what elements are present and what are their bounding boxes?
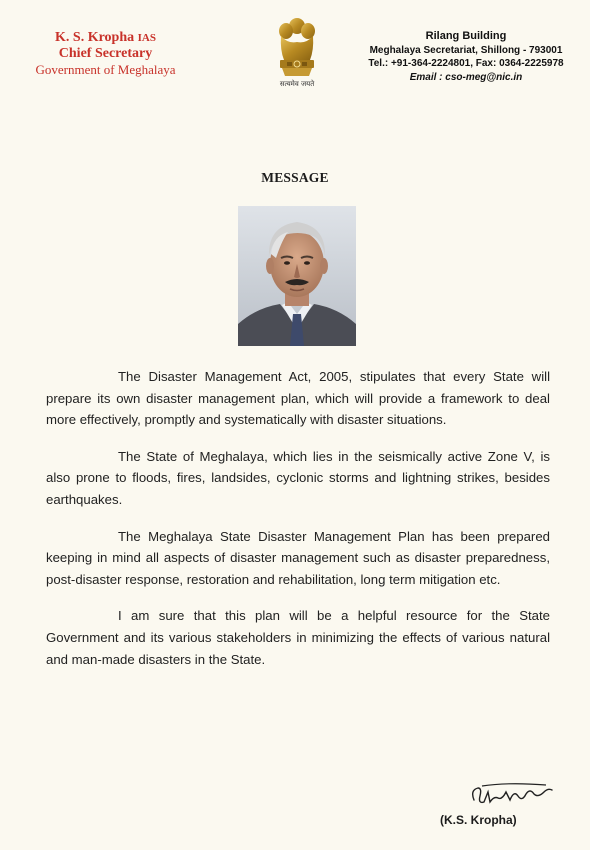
- message-paragraph: I am sure that this plan will be a helpful resource for the State Government and its various stakeholders in minimizing the effects of various natural and man-made disasters in the State.: [46, 608, 550, 667]
- message-heading: MESSAGE: [261, 170, 329, 185]
- address-block: [356, 30, 576, 84]
- sender-title: Chief Secretary: [58, 46, 153, 61]
- emblem-motto: सत्यमेव जयते: [279, 80, 315, 88]
- message-paragraph: The State of Meghalaya, which lies in the seismically active Zone V, is also prone to floods, fires, landsides, cyclonic storms and lightning strikes, besides earthquakes.: [46, 448, 550, 507]
- message-body: [46, 366, 550, 685]
- building-name: Rilang Building: [425, 30, 507, 42]
- lion-capital-icon: [276, 16, 318, 78]
- sender-organization: Government of Meghalaya: [35, 62, 176, 77]
- sender-name-suffix: IAS: [137, 32, 156, 44]
- address-line: Meghalaya Secretariat, Shillong - 793001: [369, 44, 563, 56]
- state-emblem: [272, 16, 322, 100]
- message-paragraph: The Meghalaya State Disaster Management Plan has been prepared keeping in mind all aspects of disaster management such as disaster preparedness, post-disaster response, restoration and rehabilitation, long term mitigation etc.: [46, 528, 550, 587]
- signatory-name: (K.S. Kropha): [440, 813, 517, 827]
- message-paragraph: The Disaster Management Act, 2005, stipulates that every State will prepare its own disaster management plan, which will provide a framework to deal more effectively, promptly and systematically with disaster situations.: [46, 369, 550, 428]
- portrait-photo: [238, 206, 356, 346]
- handwritten-signature: [468, 780, 554, 815]
- sender-name: K. S. Kropha IAS: [55, 30, 156, 45]
- sender-block: [18, 30, 193, 78]
- email-line: Email : cso-meg@nic.in: [409, 71, 523, 83]
- phone-fax-line: Tel.: +91-364-2224801, Fax: 0364-2225978: [368, 58, 564, 69]
